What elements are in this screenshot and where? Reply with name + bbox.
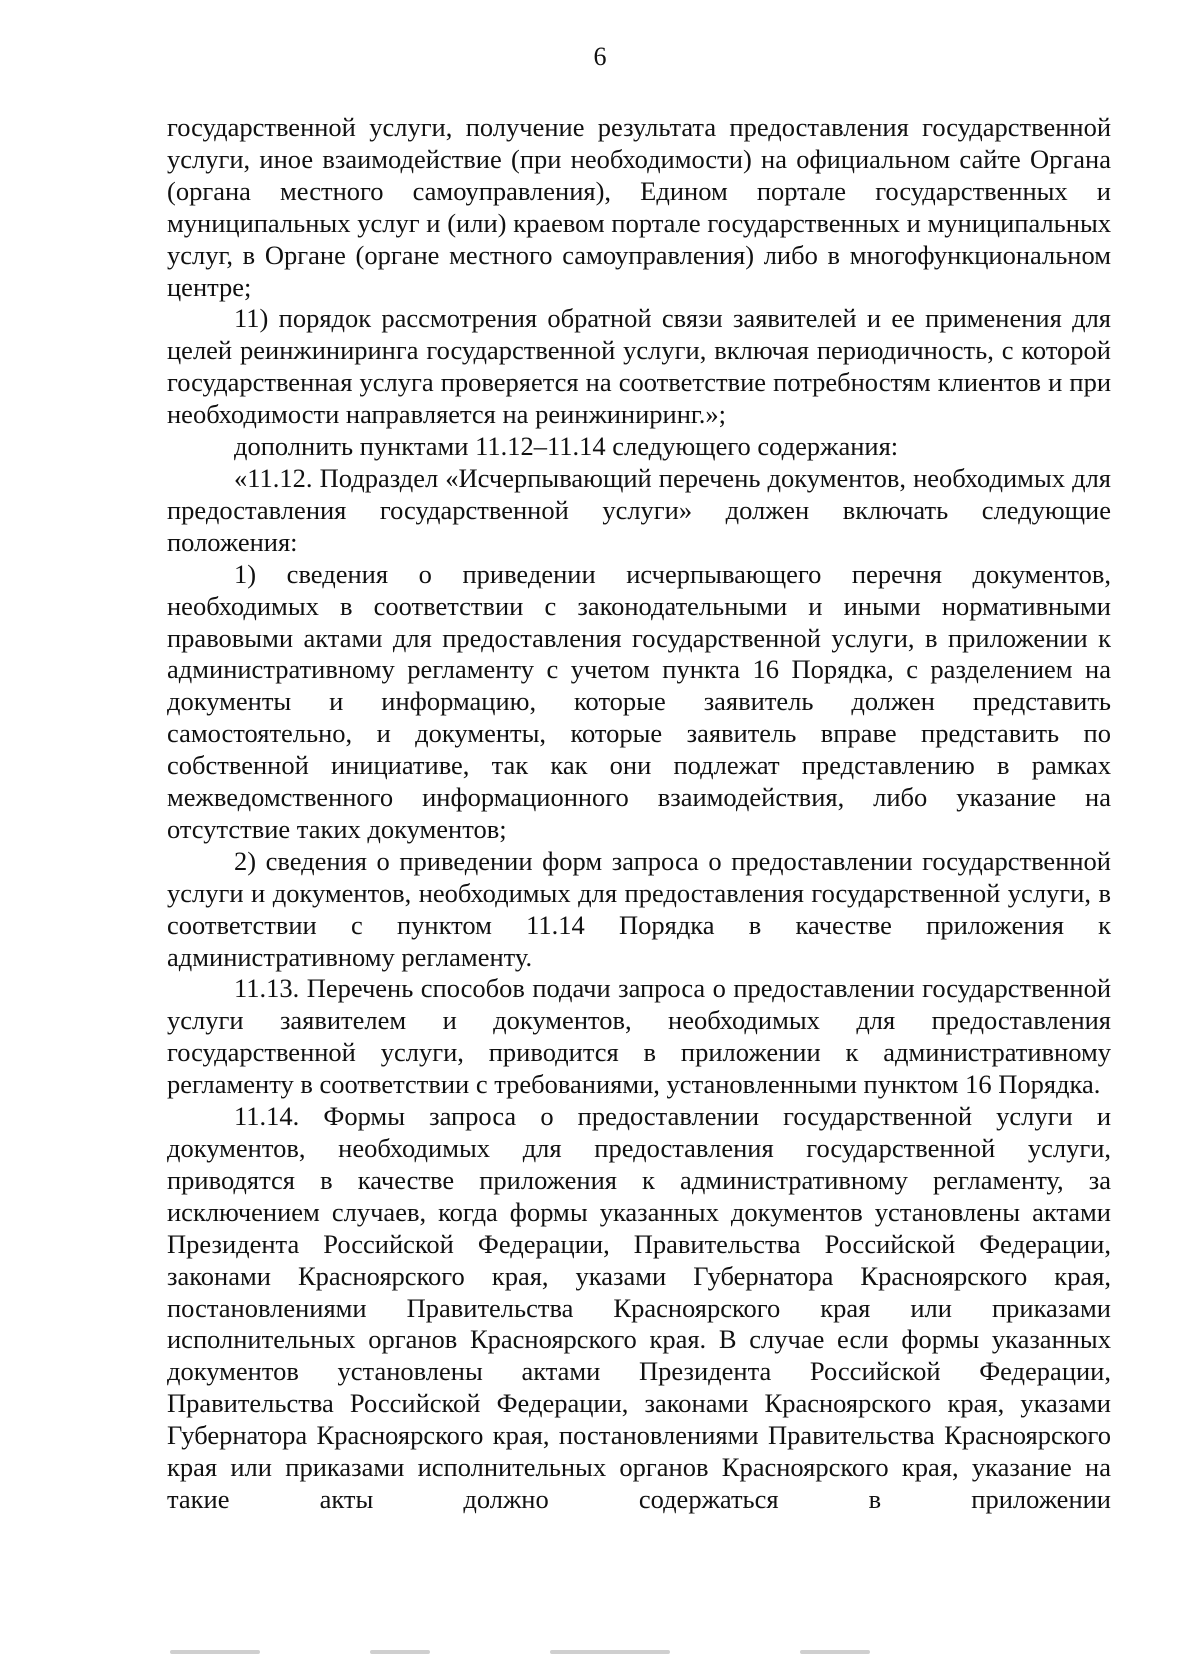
paragraph-11-12-item-1: 1) сведения о приведении исчерпывающего перечня документов, необходимых в соответствии с законодательными и иными нормативными правовыми актами для предоставления государственной услуги, в приложении к административному регламенту с учетом пункта 16 Порядка, с разделением на документы и информацию, которые заявитель должен представить самостоятельно, и документы, которые заявитель вправе представить по собственной инициативе, так как они подлежат представлению в рамках межведомственного информационного взаимодействия, либо указание на отсутствие таких документов; [167,558,1111,844]
paragraph-11-14: 11.14. Формы запроса о предоставлении государственной услуги и документов, необходимых для предоставления государственной услуги, приводятся в качестве приложения к административному регламенту, за исключением случаев, когда формы указанных документов установлены актами Президента Российской Федерации, Правительства Российской Федерации, законами Красноярского края, указами Губернатора Красноярского края, постановлениями Правительства Красноярского края или приказами исполнительных органов Красноярского края. В случае если формы указанных документов установлены актами Президента Российской Федерации, Правительства Российской Федерации, законами Красноярского края, указами Губернатора Красноярского края, постановлениями Правительства Красноярского края или приказами исполнительных органов Красноярского края, указание на такие акты должно содержаться в приложении [167,1101,1111,1514]
paragraph-amendment-intro: дополнить пунктами 11.12–11.14 следующего содержания: [234,431,899,462]
paragraph-11-12-item-2: 2) сведения о приведении форм запроса о предоставлении государственной услуги и документов, необходимых для предоставления государственной услуги, в соответствии с пунктом 11.14 Порядка в качестве приложения к административному регламенту. [167,845,1111,972]
paragraph-continuation: государственной услуги, получение результата предоставления государственной услуги, иное взаимодействие (при необходимости) на официальном сайте Органа (органа местного самоуправления), Едином портале государственных и муниципальных услуг и (или) краевом портале государственных и муниципальных услуг, в Органе (органе местного самоуправления) либо в многофункциональном центре; [167,112,1111,302]
document-body [167,112,1111,1516]
paragraph-11-12: «11.12. Подраздел «Исчерпывающий перечень документов, необходимых для предоставления государственной услуги» должен включать следующие положения: [167,462,1111,557]
paragraph-item-11: 11) порядок рассмотрения обратной связи заявителей и ее применения для целей реинжиниринга государственной услуги, включая периодичность, с которой государственная услуга проверяется на соответствие потребностям клиентов и при необходимости направляется на реинжиниринг.»; [167,303,1111,430]
scan-edge-artifact [160,1650,1060,1656]
paragraph-11-13: 11.13. Перечень способов подачи запроса о предоставлении государственной услуги заявителем и документов, необходимых для предоставления государственной услуги, приводится в приложении к административному регламенту в соответствии с требованиями, установленными пунктом 16 Порядка. [167,973,1111,1100]
page-number: 6 [593,42,607,71]
